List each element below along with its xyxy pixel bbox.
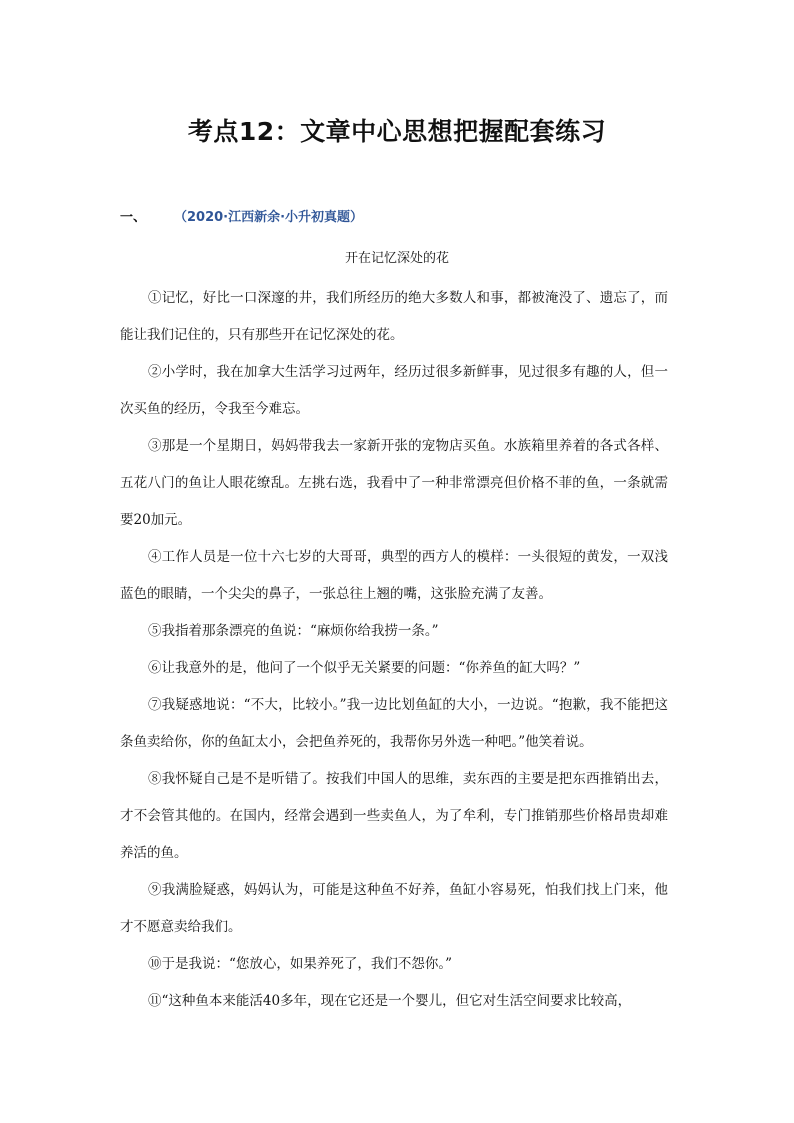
paragraph-7: ⑦我疑惑地说：“不大，比较小。”我一边比划鱼缸的大小，一边说。“抱歉，我不能把这条鱼卖给你，你的鱼缸太小，会把鱼养死的，我帮你另外选一种吧。”他笑着说。: [120, 697, 668, 750]
paragraph-9: ⑨我满脸疑惑，妈妈认为，可能是这种鱼不好养，鱼缸小容易死，怕我们找上门来，他才不愿意卖给我们。: [120, 882, 668, 935]
question-source: （2020·江西新余·小升初真题）: [174, 210, 364, 225]
paragraph-2: ②小学时，我在加拿大生活学习过两年，经历过很多新鲜事，见过很多有趣的人，但一次买鱼的经历，令我至今难忘。: [120, 364, 668, 417]
paragraph-3: ③那是一个星期日，妈妈带我去一家新开张的宠物店买鱼。水族箱里养着的各式各样、五花八门的鱼让人眼花缭乱。左挑右选，我看中了一种非常漂亮但价格不菲的鱼，一条就需要20加元。: [120, 438, 668, 528]
paragraph-1: ①记忆，好比一口深邃的井，我们所经历的绝大多数人和事，都被淹没了、遗忘了，而能让我们记住的，只有那些开在记忆深处的花。: [120, 290, 668, 343]
question-header: [120, 206, 363, 225]
paragraph-11: ⑪“这种鱼本来能活40多年，现在它还是一个婴儿，但它对生活空间要求比较高，: [148, 993, 632, 1009]
paragraph-4: ④工作人员是一位十六七岁的大哥哥，典型的西方人的模样：一头很短的黄发，一双浅蓝色的眼睛，一个尖尖的鼻子，一张总往上翘的嘴，这张脸充满了友善。: [120, 549, 668, 602]
article-title: 开在记忆深处的花: [344, 251, 449, 266]
article-body: [120, 280, 668, 1020]
paragraph-5: ⑤我指着那条漂亮的鱼说：“麻烦你给我捞一条。”: [148, 623, 439, 639]
paragraph-8: ⑧我怀疑自己是不是听错了。按我们中国人的思维，卖东西的主要是把东西推销出去，才不会管其他的。在国内，经常会遇到一些卖鱼人，为了牟利，专门推销那些价格昂贵却难养活的鱼。: [120, 771, 668, 861]
paragraph-6: ⑥让我意外的是，他问了一个似乎无关紧要的问题：“你养鱼的缸大吗？”: [148, 660, 581, 676]
question-number: 一、: [120, 210, 147, 225]
page-title: 考点12：文章中心思想把握配套练习: [187, 117, 607, 146]
paragraph-10: ⑩于是我说：“您放心，如果养死了，我们不怨你。”: [148, 956, 453, 972]
